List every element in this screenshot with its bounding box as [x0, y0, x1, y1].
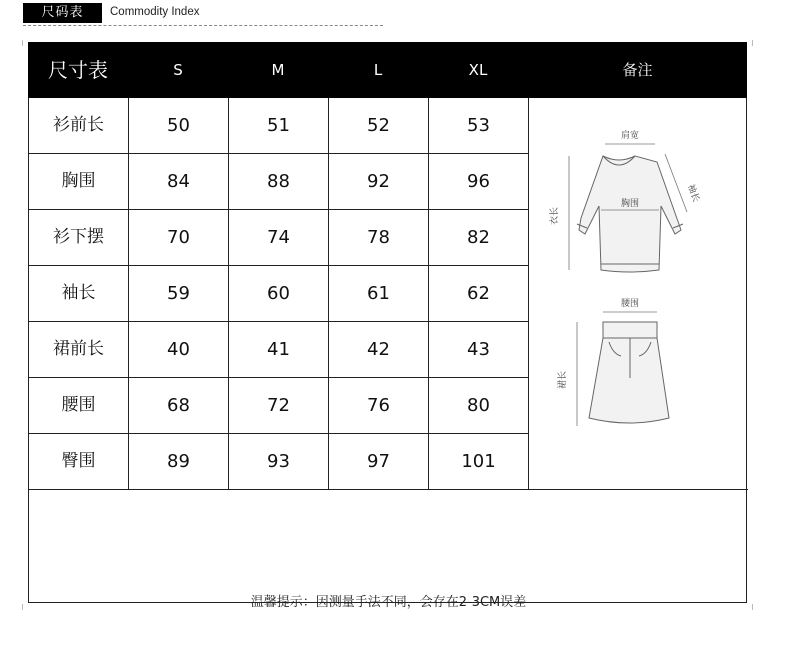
size-value: 62: [429, 266, 529, 321]
skirt-diagram: [589, 322, 669, 423]
size-value: 72: [229, 378, 329, 433]
skirt-waist-label: 腰围: [620, 299, 640, 309]
table-row: [29, 98, 529, 154]
size-value: 84: [129, 154, 229, 209]
size-value: 92: [329, 154, 429, 209]
table-row: [29, 322, 529, 378]
size-value: 70: [129, 210, 229, 265]
sweater-shoulder-label: 肩宽: [620, 131, 640, 141]
size-value: 42: [329, 322, 429, 377]
size-value: 78: [329, 210, 429, 265]
row-label: 裙前长: [29, 322, 129, 377]
table-body: [28, 98, 747, 610]
sweater-diagram: [577, 156, 683, 272]
garment-measurement-diagram: [529, 98, 748, 490]
size-value: 43: [429, 322, 529, 377]
row-label: 衫下摆: [29, 210, 129, 265]
tick-mark: [22, 604, 23, 610]
size-value: 82: [429, 210, 529, 265]
size-value: 52: [329, 98, 429, 153]
row-label: 臀围: [29, 434, 129, 489]
size-value: 60: [229, 266, 329, 321]
table-header-row: [28, 42, 747, 98]
table-row: [29, 266, 529, 322]
sweater-length-label: 衣长: [550, 206, 560, 226]
header-cell-s: S: [173, 61, 183, 79]
tick-mark: [752, 604, 753, 610]
section-tag: 尺码表: [23, 3, 102, 23]
size-value: 61: [329, 266, 429, 321]
header-cell-m: M: [271, 61, 285, 79]
header-cell-xl: XL: [468, 61, 488, 79]
size-value: 51: [229, 98, 329, 153]
tick-mark: [752, 40, 753, 46]
notes-cell: [529, 98, 748, 490]
section-subtitle: Commodity Index: [110, 6, 200, 18]
size-value: 93: [229, 434, 329, 489]
size-value: 59: [129, 266, 229, 321]
size-value: 74: [229, 210, 329, 265]
size-value: 53: [429, 98, 529, 153]
row-label: 胸围: [29, 154, 129, 209]
row-label: 袖长: [29, 266, 129, 321]
size-value: 101: [429, 434, 529, 489]
size-value: 76: [329, 378, 429, 433]
header-cell-size-chart: 尺寸表: [48, 58, 108, 82]
size-value: 68: [129, 378, 229, 433]
size-value: 97: [329, 434, 429, 489]
size-value: 88: [229, 154, 329, 209]
table-row: [29, 210, 529, 266]
table-row: [29, 434, 529, 490]
header-cell-l: L: [373, 61, 383, 79]
size-value: 89: [129, 434, 229, 489]
size-value: 40: [129, 322, 229, 377]
table-row: [29, 154, 529, 210]
size-value: 50: [129, 98, 229, 153]
header-rule: [23, 25, 383, 26]
sweater-sleeve-label: 袖长: [685, 183, 701, 204]
tick-mark: [22, 40, 23, 46]
header-cell-notes: 备注: [622, 61, 653, 79]
size-value: 41: [229, 322, 329, 377]
row-label: 衫前长: [29, 98, 129, 153]
sweater-chest-label: 胸围: [620, 199, 640, 209]
measurement-tip: 温馨提示：因测量手法不同，会存在2-3CM误差: [250, 595, 527, 610]
row-label: 腰围: [29, 378, 129, 433]
size-value: 80: [429, 378, 529, 433]
skirt-length-label: 裙长: [558, 370, 568, 390]
size-value: 96: [429, 154, 529, 209]
table-row: [29, 378, 529, 434]
size-chart-table: [28, 42, 747, 610]
